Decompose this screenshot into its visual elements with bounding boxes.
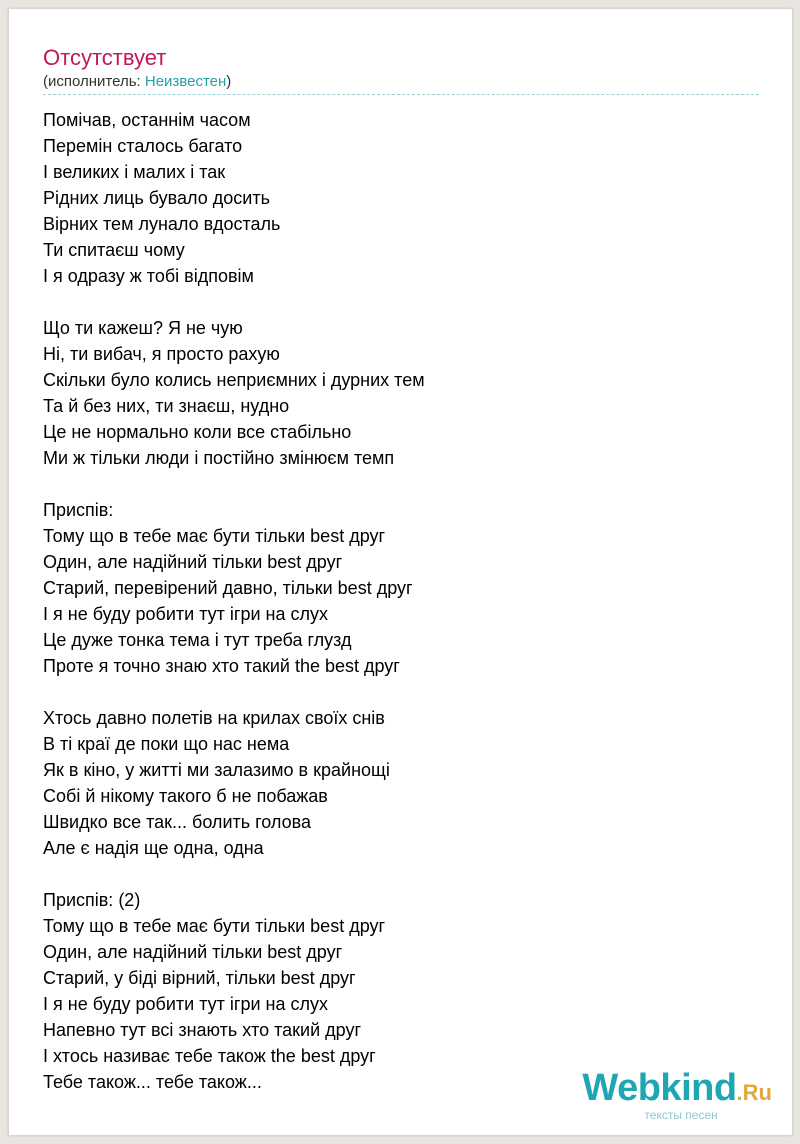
lyrics-line: Ти спитаєш чому <box>43 240 185 260</box>
artist-prefix: (исполнитель: <box>43 73 145 90</box>
header-divider <box>43 94 759 95</box>
lyrics-line: Один, але надійний тільки best друг <box>43 942 343 962</box>
lyrics-line: Скільки було колись неприємних і дурних тем <box>43 370 425 390</box>
lyrics-stanza <box>43 107 763 289</box>
logo-wordmark <box>582 1069 772 1112</box>
lyrics-line: В ті краї де поки що нас нема <box>43 734 290 754</box>
lyrics-line: Проте я точно знаю хто такий the best друг <box>43 656 400 676</box>
site-logo[interactable] <box>582 1069 772 1121</box>
lyrics-sheet <box>8 8 793 1136</box>
lyrics-line: Собі й нікому такого б не побажав <box>43 786 328 806</box>
lyrics-line: Це дуже тонка тема і тут треба глузд <box>43 630 352 650</box>
lyrics-line: Тому що в тебе має бути тільки best друг <box>43 916 386 936</box>
artist-suffix: ) <box>226 73 232 90</box>
lyrics-line: Помічав, останнім часом <box>43 110 251 130</box>
logo-tagline: тексты песен <box>644 1108 718 1122</box>
lyrics-line: Що ти кажеш? Я не чую <box>43 318 243 338</box>
lyrics-line: І я одразу ж тобі відповім <box>43 266 254 286</box>
lyrics-stanza <box>43 497 763 679</box>
lyrics-line: Старий, у біді вірний, тільки best друг <box>43 968 356 988</box>
lyrics-line: Рідних лиць бувало досить <box>43 188 270 208</box>
lyrics-line: Але є надія ще одна, одна <box>43 838 264 858</box>
lyrics-line: Перемін сталось багато <box>43 136 243 156</box>
lyrics-stanza <box>43 887 763 1095</box>
lyrics-line: Ні, ти вибач, я просто рахую <box>43 344 280 364</box>
lyrics-line: Це не нормально коли все стабільно <box>43 422 352 442</box>
lyrics-line: І хтось називає тебе також the best друг <box>43 1046 376 1066</box>
lyrics-line: Та й без них, ти знаєш, нудно <box>43 396 290 416</box>
lyrics-line: Один, але надійний тільки best друг <box>43 552 343 572</box>
lyrics-stanza <box>43 705 763 861</box>
lyrics-body <box>43 107 763 1121</box>
lyrics-line: Тебе також... тебе також... <box>43 1072 262 1092</box>
lyrics-line: І я не буду робити тут ігри на слух <box>43 994 328 1014</box>
lyrics-line: Приспів: <box>43 500 114 520</box>
lyrics-line: Старий, перевірений давно, тільки best друг <box>43 578 413 598</box>
lyrics-line: Ми ж тільки люди і постійно змінюєм темп <box>43 448 395 468</box>
lyrics-line: Хтось давно полетів на крилах своїх снів <box>43 708 385 728</box>
lyrics-line: Як в кіно, у житті ми залазимо в крайнощі <box>43 760 390 780</box>
lyrics-stanza <box>43 315 763 471</box>
logo-main-text: Webkind <box>582 1067 737 1109</box>
lyrics-line: Тому що в тебе має бути тільки best друг <box>43 526 386 546</box>
lyrics-line: Приспів: (2) <box>43 890 141 910</box>
artist-link[interactable]: Неизвестен <box>144 73 227 90</box>
lyrics-line: Швидко все так... болить голова <box>43 812 311 832</box>
song-title: Отсутствует <box>43 45 167 70</box>
logo-tld-text: .Ru <box>736 1080 772 1105</box>
artist-line <box>43 73 231 91</box>
lyrics-line: І великих і малих і так <box>43 162 226 182</box>
lyrics-line: Вірних тем лунало вдосталь <box>43 214 281 234</box>
lyrics-line: Напевно тут всі знають хто такий друг <box>43 1020 362 1040</box>
lyrics-line: І я не буду робити тут ігри на слух <box>43 604 328 624</box>
